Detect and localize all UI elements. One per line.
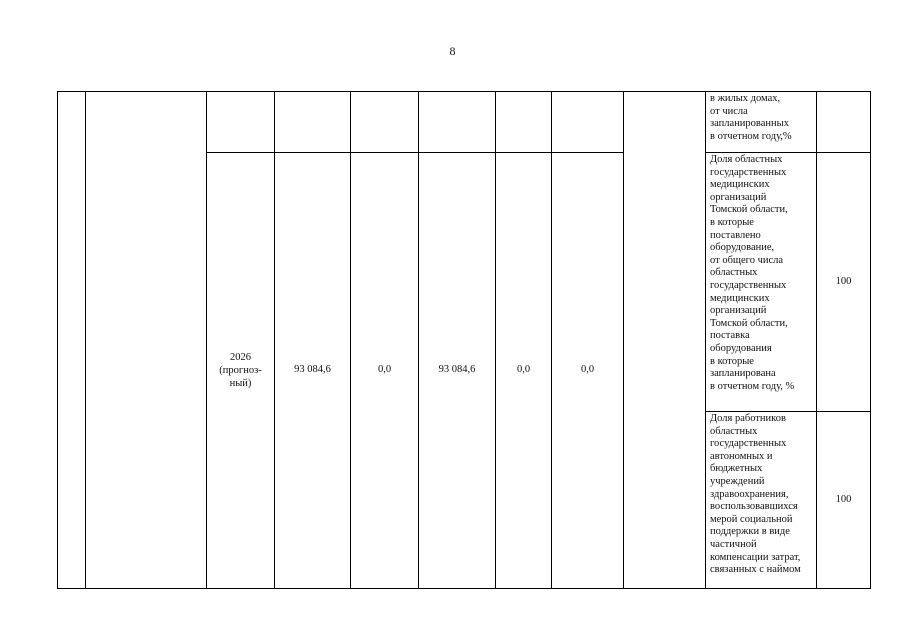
- indicator-line: автономных и: [710, 450, 773, 462]
- indicator-line: бюджетных: [710, 463, 763, 475]
- page-number: 8: [449, 44, 456, 58]
- indicator-line: Томской области,: [710, 204, 788, 216]
- indicator-table: [57, 91, 871, 589]
- indicator-line: учреждений: [710, 475, 765, 487]
- local-cell-prev: [496, 92, 552, 153]
- name-cell: [86, 92, 207, 589]
- indicator-line: Доля областных: [710, 154, 783, 165]
- indicator-line: государственных: [710, 438, 787, 450]
- indicator-line: связанных с наймом: [710, 564, 801, 576]
- indicator-line: поставка: [710, 330, 750, 342]
- federal-cell: 0,0: [351, 153, 419, 589]
- indicator-line: воспользовавшихся: [710, 501, 798, 513]
- indicator-line: областных: [710, 267, 758, 279]
- total-cell-prev: [275, 92, 351, 153]
- indicator-line: в отчетном году,%: [710, 130, 792, 142]
- year-cell: 2026 (прогноз- ный): [207, 153, 275, 589]
- indicator-line: здравоохранения,: [710, 488, 789, 500]
- year-cell-prev: [207, 92, 275, 153]
- regional-cell-prev: [419, 92, 496, 153]
- indicator-line: в которые: [710, 216, 754, 228]
- indicator-line: поддержки в виде: [710, 526, 790, 538]
- indicator-value-cell: 100: [817, 412, 871, 589]
- indicator-line: в жилых домах,: [710, 93, 781, 104]
- indicator-line: запланированных: [710, 118, 789, 130]
- indicator-line: организаций: [710, 191, 767, 203]
- total-cell: 93 084,6: [275, 153, 351, 589]
- indicator-line: государственных: [710, 166, 787, 178]
- indicator-name-cell: [706, 412, 817, 589]
- number-cell: [58, 92, 86, 589]
- indicator-line: в отчетном году, %: [710, 380, 795, 392]
- indicator-line: от числа: [710, 105, 748, 117]
- regional-cell: 93 084,6: [419, 153, 496, 589]
- indicator-line: оборудования: [710, 342, 772, 354]
- indicator-line: частичной: [710, 538, 757, 550]
- indicator-line: Томской области,: [710, 317, 788, 329]
- indicator-line: государственных: [710, 279, 787, 291]
- indicator-line: организаций: [710, 305, 767, 317]
- indicator-line: Доля работников: [710, 413, 786, 424]
- indicator-line: компенсации затрат,: [710, 551, 801, 563]
- local-cell: 0,0: [496, 153, 552, 589]
- extrabudget-cell: 0,0: [552, 153, 624, 589]
- indicator-line: оборудование,: [710, 242, 775, 254]
- indicator-line: медицинских: [710, 179, 770, 191]
- indicator-line: от общего числа: [710, 254, 784, 266]
- table-row: [58, 92, 871, 153]
- indicator-name-cell: [706, 153, 817, 412]
- indicator-line: медицинских: [710, 292, 770, 304]
- indicator-value-cell: 100: [817, 153, 871, 412]
- indicator-line: поставлено: [710, 229, 761, 241]
- indicator-name-cell: [706, 92, 817, 153]
- indicator-value-cell: [817, 92, 871, 153]
- executor-cell: [624, 92, 706, 589]
- extrabudget-cell-prev: [552, 92, 624, 153]
- federal-cell-prev: [351, 92, 419, 153]
- indicator-line: областных: [710, 425, 758, 437]
- indicator-line: в которые: [710, 355, 754, 367]
- indicator-line: мерой социальной: [710, 513, 793, 525]
- indicator-line: запланирована: [710, 368, 776, 380]
